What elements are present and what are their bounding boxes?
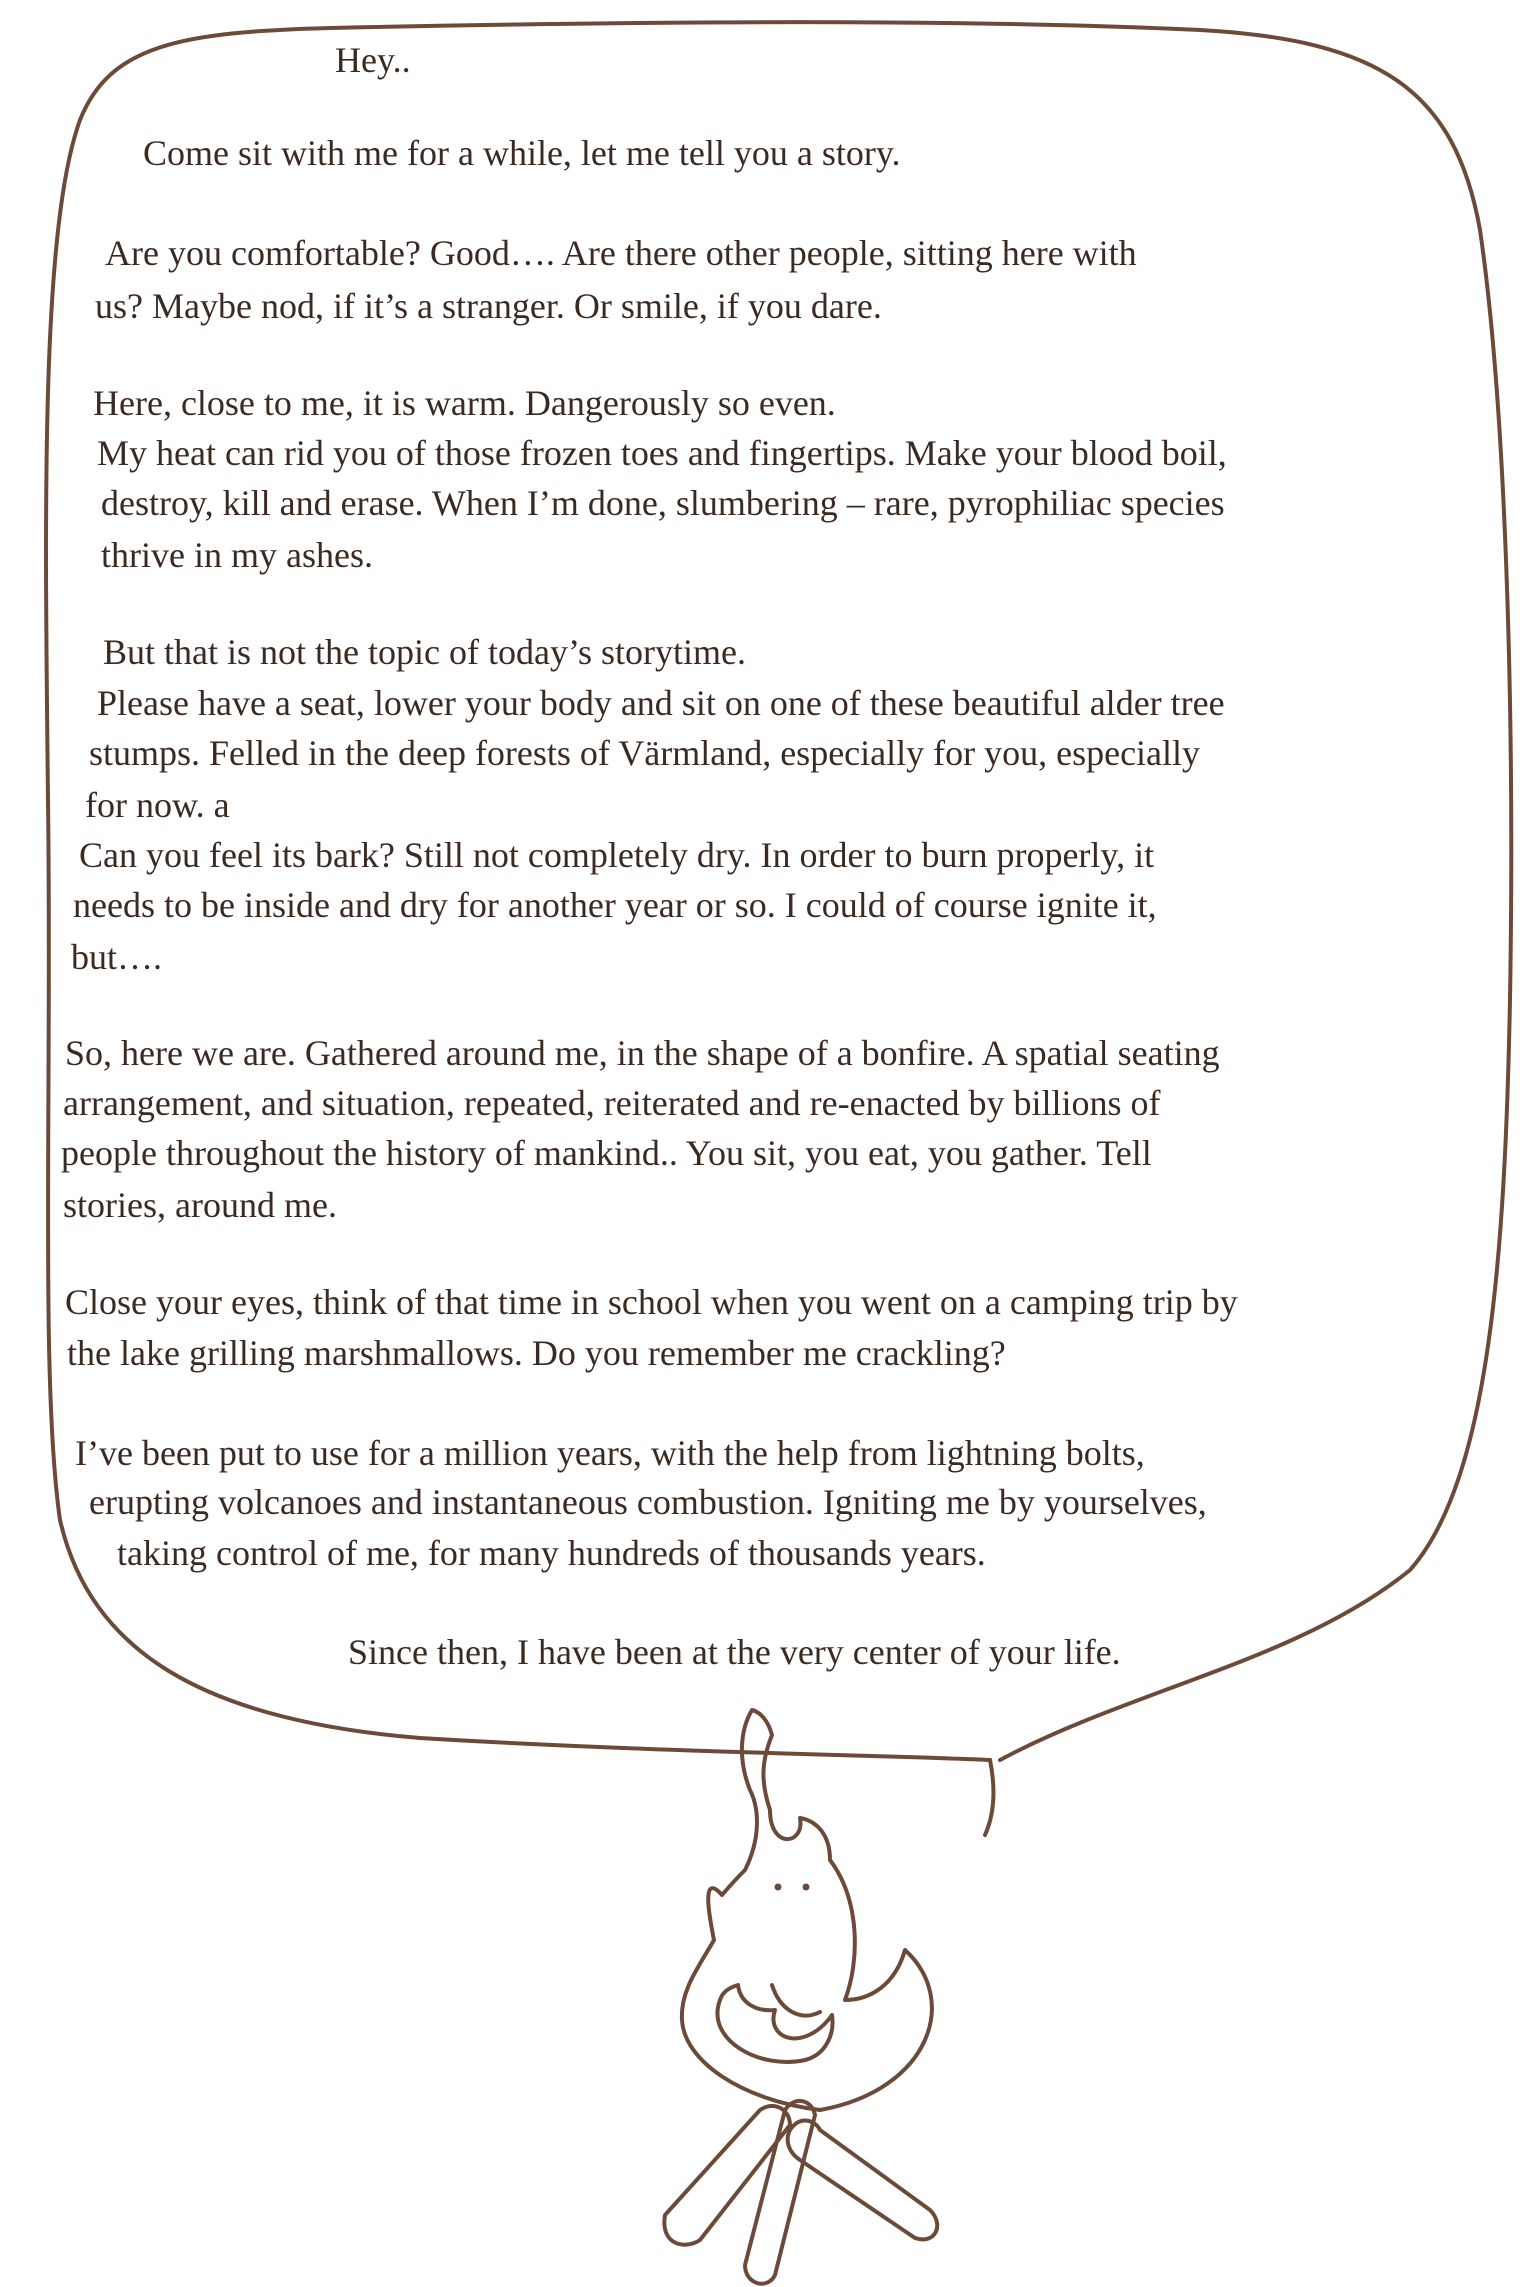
speech-bubble-tail	[985, 1760, 993, 1835]
inner-flame-hook	[772, 1985, 820, 2016]
story-line: needs to be inside and dry for another year or so. I could of course ignite it,	[73, 885, 1157, 925]
story-line: I’ve been put to use for a million years, with the help from lightning bolts,	[75, 1433, 1145, 1473]
story-line: people throughout the history of mankind.. You sit, you eat, you gather. Tell	[61, 1133, 1152, 1173]
story-line: Here, close to me, it is warm. Dangerously so even.	[93, 383, 836, 423]
story-greeting: Hey..	[335, 40, 411, 80]
story-line: but….	[71, 937, 163, 977]
outer-flame	[682, 1710, 932, 2110]
story-line: thrive in my ashes.	[101, 535, 373, 575]
story-line: stumps. Felled in the deep forests of Värmland, especially for you, especially	[89, 733, 1201, 773]
story-line: Close your eyes, think of that time in school when you went on a camping trip by	[65, 1282, 1238, 1322]
story-line: for now. a	[85, 785, 230, 825]
story-line: But that is not the topic of today’s storytime.	[103, 632, 746, 672]
story-line: destroy, kill and erase. When I’m done, slumbering – rare, pyrophiliac species	[101, 483, 1225, 523]
story-line: Come sit with me for a while, let me tell you a story.	[143, 133, 901, 173]
story-line: My heat can rid you of those frozen toes and fingertips. Make your blood boil,	[97, 433, 1227, 473]
story-line: stories, around me.	[63, 1185, 337, 1225]
middle-log	[745, 2101, 815, 2284]
story-line: Can you feel its bark? Still not completely dry. In order to burn properly, it	[79, 835, 1155, 875]
story-line: Since then, I have been at the very center of your life.	[348, 1632, 1121, 1672]
story-line: us? Maybe nod, if it’s a stranger. Or smile, if you dare.	[95, 286, 882, 326]
left-log	[664, 2106, 790, 2245]
story-line: taking control of me, for many hundreds of thousands years.	[117, 1533, 986, 1573]
story-line: Please have a seat, lower your body and sit on one of these beautiful alder tree	[97, 683, 1225, 723]
flame-right-eye	[803, 1884, 810, 1891]
story-line: Are you comfortable? Good…. Are there other people, sitting here with	[105, 233, 1137, 273]
story-line: arrangement, and situation, repeated, reiterated and re-enacted by billions of	[63, 1083, 1161, 1123]
story-line: So, here we are. Gathered around me, in the shape of a bonfire. A spatial seating	[65, 1033, 1220, 1073]
story-line: erupting volcanoes and instantaneous combustion. Igniting me by yourselves,	[89, 1482, 1207, 1522]
flame-left-eye	[775, 1884, 782, 1891]
story-line: the lake grilling marshmallows. Do you remember me crackling?	[67, 1333, 1006, 1373]
